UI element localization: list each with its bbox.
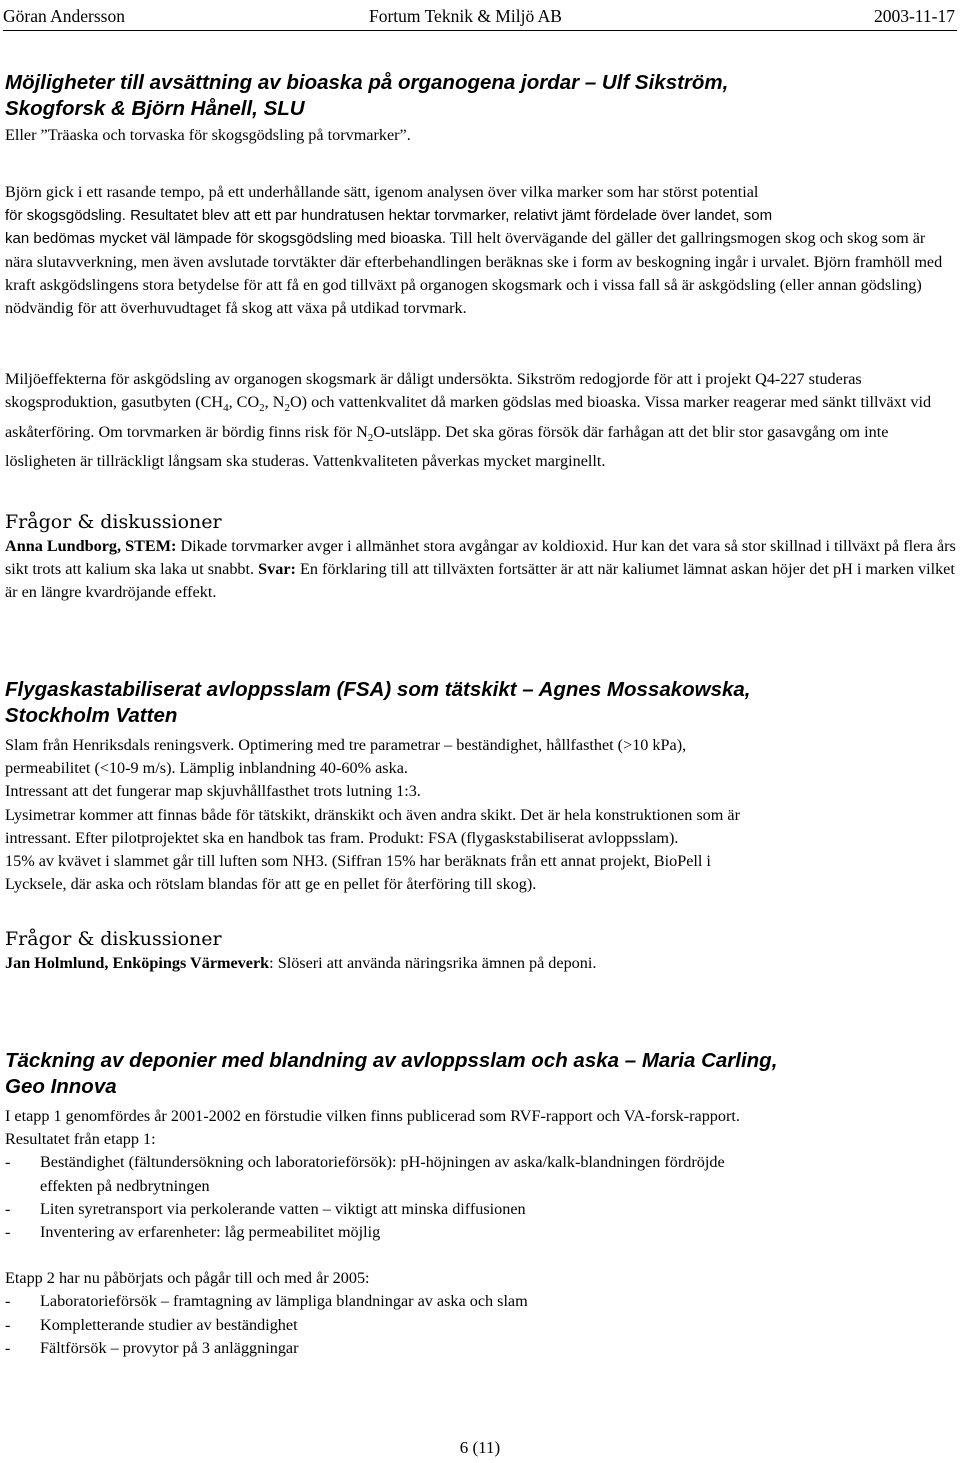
section-title — [5, 677, 957, 729]
section-title — [5, 70, 957, 122]
env-text-e: O-utsläpp. Det ska göras försök där farhågan att det blir stor gasavgång om inte lösligheten är tillräckligt långsam ska studeras. Vattenkvaliteten påverkas mycket marginellt. — [5, 422, 889, 471]
sub-n2o-2: 2 — [367, 431, 374, 444]
fsa-line: Lycksele, där aska och rötslam blandas för att ge en pellet för återföring till skog). — [5, 875, 537, 894]
list-dash: - — [5, 1153, 11, 1172]
fsa-line: permeabilitet (<10-9 m/s). Lämplig inblandning 40-60% aska. — [5, 759, 408, 778]
speaker-name: Anna Lundborg, STEM: — [5, 537, 177, 555]
env-text-b: , CO — [228, 393, 260, 412]
section-bioaska — [5, 70, 957, 147]
section-title-line1: Flygaskastabiliserat avloppsslam (FSA) som tätskikt – Agnes Mossakowska, — [5, 678, 751, 701]
fsa-line: 15% av kvävet i slammet går till luften som NH3. (Siffran 15% har beräknats från ett annat projekt, BioPell i — [5, 852, 711, 871]
answer-text: En förklaring till att tillväxten fortsätter är att när kaliumet lämnat askan höjer det pH i marken vilket är en längre kvardröjande effekt. — [5, 560, 955, 602]
env-text-a: Miljöeffekterna för askgödsling av organogen skogsmark är dåligt undersökta. Sikström redogjorde för att i projekt Q4-227 studeras skogsproduktion, gasutbyten (CH — [5, 370, 862, 412]
discussion-heading: Frågor & diskussioner — [5, 928, 222, 950]
fsa-line: Intressant att det fungerar map skjuvhållfasthet trots lutning 1:3. — [5, 782, 421, 801]
list-dash: - — [5, 1315, 11, 1334]
list-text: Laboratorieförsök – framtagning av lämpliga blandningar av aska och slam — [40, 1292, 528, 1311]
header-date: 2003-11-17 — [873, 6, 955, 26]
list-dash: - — [5, 1292, 11, 1311]
section-title-line2: Skogforsk & Björn Hånell, SLU — [5, 97, 305, 120]
alt-title: Eller ”Träaska och torvaska för skogsgödsling på torvmarker”. — [5, 126, 411, 144]
section-fsa — [5, 677, 957, 896]
discussion-2 — [5, 927, 957, 975]
etapp-line: Resultatet från etapp 1: — [5, 1130, 156, 1149]
env-text-d: O) och vattenkvalitet då marken gödslas med bioaska. Vissa marker reagerar med sänkt tillväxt vid askåterföring. Om torvmarken är bördig finns risk för N — [5, 393, 932, 441]
list-text: effekten på nedbrytningen — [40, 1176, 210, 1195]
list-item — [5, 1151, 957, 1197]
fsa-line: intressant. Efter pilotprojektet ska en handbok tas fram. Produkt: FSA (flygaskstabiliserat avloppsslam). — [5, 828, 679, 847]
list-item — [5, 1221, 957, 1244]
list-item — [5, 1337, 957, 1360]
page-header — [3, 2, 957, 31]
list-dash: - — [5, 1223, 11, 1242]
header-author: Göran Andersson — [3, 6, 125, 26]
section-title-line2: Geo Innova — [5, 1075, 117, 1098]
analysis-rest: Till helt övervägande del gäller det gallringsmogen skog och skog som är nära slutavverkning, men även avslutade torvtäkter där efterbehandlingen beräknas ske i form av beskogning ingår i urvalet. Björn framhöll med kraft askgödslingens stora betydelse för att få en god tillväxt på organogen skogsmark och i vissa fall så är askgödsling (eller annan gödsling) nödvändig för att överhuvudtaget få skog att växa på utdikad torvmark. — [5, 229, 943, 318]
list-text: Beständighet (fältundersökning och laboratorieförsök): pH-höjningen av aska/kalk-blandningen fördröjde — [40, 1153, 725, 1172]
analysis-intro: Björn gick i ett rasande tempo, på ett underhållande sätt, igenom analysen över vilka marker som har störst potential — [5, 183, 759, 201]
list-dash: - — [5, 1199, 11, 1218]
list-text: Inventering av erfarenheter: låg permeabilitet möjlig — [40, 1223, 381, 1242]
analysis-sans-2: Resultatet blev att ett par hundratusen hektar torvmarker, relativt jämt fördelade över landet, som — [125, 207, 773, 225]
section-title-line1: Täckning av deponier med blandning av avloppsslam och aska – Maria Carling, — [5, 1049, 778, 1072]
list-text: Kompletterande studier av beständighet — [40, 1315, 298, 1334]
list-text: Liten syretransport via perkolerande vatten – viktigt att minska diffusionen — [40, 1199, 526, 1218]
sub-co2: 2 — [259, 402, 265, 415]
paragraph-miljoeffekter — [5, 368, 957, 473]
fsa-line: Lysimetrar kommer att finnas både för tätskikt, dränskikt och även andra skikt. Det är hela konstruktionen som är — [5, 805, 740, 824]
list-item — [5, 1290, 957, 1313]
analysis-sans-1: för skogsgödsling. — [5, 207, 126, 225]
list-item — [5, 1198, 957, 1221]
speaker-name: Jan Holmlund, Enköpings Värmeverk — [5, 954, 270, 972]
discussion-heading: Frågor & diskussioner — [5, 511, 222, 533]
question-text: Dikade torvmarker avger i allmänhet stora avgångar av koldioxid. Hur kan det vara så stor skillnad i tillväxt på flera års sikt trots att kalium ska laka ut snabbt. — [5, 537, 956, 579]
section-title-line1: Möjligheter till avsättning av bioaska på organogena jordar – Ulf Sikström, — [5, 71, 729, 94]
section-title — [5, 1048, 957, 1100]
header-organization: Fortum Teknik & Miljö AB — [369, 6, 562, 26]
answer-label: Svar: — [258, 560, 296, 579]
sub-n2o: 2 — [284, 402, 290, 415]
analysis-sans-3: kan bedömas mycket väl lämpade för skogsgödsling med bioaska. — [5, 230, 447, 248]
etapp-line: Etapp 2 har nu påbörjats och pågår till och med år 2005: — [5, 1269, 370, 1288]
discussion-1 — [5, 510, 957, 605]
section-tackning — [5, 1048, 957, 1360]
sub-ch4: 4 — [223, 402, 229, 415]
fsa-line: Slam från Henriksdals reningsverk. Optimering med tre parametrar – beständighet, hållfasthet (>10 kPa), — [5, 736, 687, 754]
env-text-c: , N — [264, 393, 285, 412]
page-number: 6 (11) — [459, 1438, 501, 1457]
list-item — [5, 1314, 957, 1337]
paragraph-analysis — [5, 181, 957, 320]
section-title-line2: Stockholm Vatten — [5, 704, 178, 727]
list-text: Fältförsök – provytor på 3 anläggningar — [40, 1338, 299, 1357]
comment-text: : Slöseri att använda näringsrika ämnen på deponi. — [269, 954, 597, 972]
list-dash: - — [5, 1338, 11, 1357]
etapp-line: I etapp 1 genomfördes år 2001-2002 en förstudie vilken finns publicerad som RVF-rapport och VA-forsk-rapport. — [5, 1107, 740, 1125]
